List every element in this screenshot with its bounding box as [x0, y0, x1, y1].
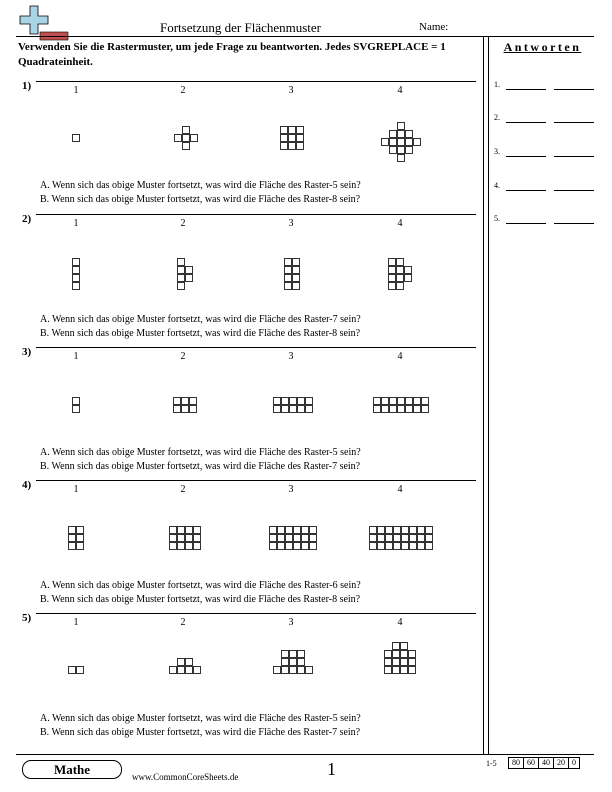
grid-square — [414, 139, 421, 146]
grid-pattern — [68, 526, 84, 550]
grid-square — [393, 643, 400, 650]
grid-square — [406, 131, 413, 138]
grid-square — [401, 643, 408, 650]
question-part-a: A. Wenn sich das obige Muster fortsetzt, was wird die Fläche des Raster-5 sein? — [40, 180, 361, 191]
column-label: 1 — [73, 351, 79, 362]
score-cell: 80 — [512, 758, 520, 767]
grid-square — [186, 527, 193, 534]
grid-square — [370, 527, 377, 534]
grid-square — [183, 143, 190, 150]
grid-square — [302, 527, 309, 534]
grid-square — [191, 135, 198, 142]
column-label: 3 — [288, 484, 294, 495]
answer-blank-b[interactable] — [554, 190, 594, 191]
grid-square — [69, 535, 76, 542]
column-label: 2 — [180, 218, 186, 229]
grid-square — [297, 127, 304, 134]
question-rule — [36, 214, 476, 215]
grid-square — [293, 259, 300, 266]
answer-number: 5. — [494, 214, 500, 223]
column-label: 4 — [397, 484, 403, 495]
column-label: 2 — [180, 351, 186, 362]
grid-square — [393, 659, 400, 666]
grid-square — [394, 527, 401, 534]
grid-square — [293, 283, 300, 290]
grid-square — [389, 267, 396, 274]
answer-blank-a[interactable] — [506, 190, 546, 191]
question-part-a: A. Wenn sich das obige Muster fortsetzt, was wird die Fläche des Raster-7 sein? — [40, 314, 361, 325]
grid-pattern — [381, 122, 421, 162]
grid-square — [294, 535, 301, 542]
grid-square — [178, 535, 185, 542]
grid-square — [306, 667, 313, 674]
grid-square — [397, 275, 404, 282]
grid-square — [378, 543, 385, 550]
grid-square — [178, 667, 185, 674]
column-label: 1 — [73, 617, 79, 628]
column-label: 4 — [397, 85, 403, 96]
grid-square — [194, 543, 201, 550]
grid-square — [378, 535, 385, 542]
grid-square — [385, 659, 392, 666]
grid-square — [183, 135, 190, 142]
grid-square — [393, 651, 400, 658]
grid-square — [286, 543, 293, 550]
grid-square — [194, 527, 201, 534]
grid-square — [186, 267, 193, 274]
grid-pattern — [173, 397, 197, 413]
grid-square — [178, 267, 185, 274]
question-rule — [36, 613, 476, 614]
grid-square — [418, 527, 425, 534]
grid-square — [402, 527, 409, 534]
answer-column-divider — [483, 37, 489, 754]
grid-square — [382, 398, 389, 405]
grid-square — [174, 398, 181, 405]
grid-square — [398, 406, 405, 413]
question-number: 2) — [22, 213, 32, 225]
grid-square — [409, 659, 416, 666]
answer-row-5 — [494, 214, 598, 223]
question-part-b: B. Wenn sich das obige Muster fortsetzt, was wird die Fläche des Raster-7 sein? — [40, 461, 361, 472]
grid-pattern — [72, 134, 80, 142]
answer-row-4 — [494, 181, 598, 190]
grid-square — [406, 139, 413, 146]
grid-square — [186, 275, 193, 282]
grid-square — [170, 535, 177, 542]
grid-square — [390, 406, 397, 413]
grid-square — [285, 267, 292, 274]
grid-square — [274, 667, 281, 674]
grid-square — [73, 398, 80, 405]
grid-square — [186, 535, 193, 542]
grid-pattern — [369, 526, 433, 550]
grid-square — [286, 527, 293, 534]
answer-number: 4. — [494, 181, 500, 190]
answer-number: 1. — [494, 80, 500, 89]
score-cell: 20 — [553, 758, 568, 768]
grid-square — [414, 406, 421, 413]
grid-square — [378, 527, 385, 534]
grid-square — [289, 143, 296, 150]
grid-square — [69, 667, 76, 674]
grid-square — [175, 135, 182, 142]
grid-square — [77, 527, 84, 534]
grid-square — [410, 535, 417, 542]
grid-square — [293, 267, 300, 274]
grid-square — [298, 667, 305, 674]
grid-square — [286, 535, 293, 542]
grid-square — [69, 527, 76, 534]
grid-square — [270, 543, 277, 550]
grid-square — [77, 667, 84, 674]
grid-square — [370, 535, 377, 542]
grid-square — [310, 543, 317, 550]
grid-square — [374, 398, 381, 405]
grid-pattern — [68, 666, 84, 674]
grid-square — [386, 527, 393, 534]
grid-square — [174, 406, 181, 413]
grid-square — [294, 543, 301, 550]
grid-square — [290, 659, 297, 666]
answer-row-3 — [494, 147, 598, 156]
grid-square — [405, 275, 412, 282]
column-label: 2 — [180, 85, 186, 96]
grid-square — [406, 147, 413, 154]
grid-square — [274, 406, 281, 413]
grid-square — [422, 406, 429, 413]
grid-square — [402, 535, 409, 542]
grid-square — [398, 147, 405, 154]
grid-square — [278, 543, 285, 550]
question-number: 1) — [22, 80, 32, 92]
grid-square — [398, 123, 405, 130]
grid-square — [422, 398, 429, 405]
grid-square — [306, 398, 313, 405]
grid-square — [289, 127, 296, 134]
grid-square — [282, 667, 289, 674]
grid-square — [401, 651, 408, 658]
page-title: Fortsetzung der Flächenmuster — [160, 20, 322, 35]
score-cell: 60 — [523, 758, 538, 768]
grid-square — [170, 543, 177, 550]
grid-square — [290, 651, 297, 658]
grid-square — [281, 127, 288, 134]
grid-square — [406, 398, 413, 405]
question-part-a: A. Wenn sich das obige Muster fortsetzt, was wird die Fläche des Raster-5 sein? — [40, 713, 361, 724]
grid-square — [73, 275, 80, 282]
answer-row-2 — [494, 113, 598, 122]
grid-square — [386, 543, 393, 550]
question-part-b: B. Wenn sich das obige Muster fortsetzt, was wird die Fläche des Raster-7 sein? — [40, 727, 361, 738]
grid-square — [178, 259, 185, 266]
grid-pattern — [169, 658, 201, 674]
grid-square — [297, 135, 304, 142]
grid-square — [398, 131, 405, 138]
grid-pattern — [280, 126, 304, 150]
grid-square — [426, 535, 433, 542]
score-cell: 40 — [538, 758, 553, 768]
grid-square — [73, 283, 80, 290]
question-part-b: B. Wenn sich das obige Muster fortsetzt, was wird die Fläche des Raster-8 sein? — [40, 194, 361, 205]
grid-pattern — [72, 258, 80, 290]
grid-square — [289, 135, 296, 142]
question-part-a: A. Wenn sich das obige Muster fortsetzt, was wird die Fläche des Raster-6 sein? — [40, 580, 361, 591]
column-label: 3 — [288, 617, 294, 628]
grid-square — [182, 398, 189, 405]
instructions: Verwenden Sie die Rastermuster, um jede Frage zu beantworten. Jedes SVGREPLACE = 1 Quadrateinheit. — [18, 41, 446, 68]
grid-pattern — [373, 397, 429, 413]
grid-pattern — [388, 258, 412, 290]
grid-square — [393, 667, 400, 674]
question-number: 4) — [22, 479, 32, 491]
grid-square — [397, 259, 404, 266]
grid-square — [77, 535, 84, 542]
grid-square — [401, 667, 408, 674]
grid-square — [426, 527, 433, 534]
grid-pattern — [284, 258, 300, 290]
answer-blank-a[interactable] — [506, 223, 546, 224]
header-divider — [16, 36, 594, 37]
column-label: 4 — [397, 351, 403, 362]
grid-square — [382, 139, 389, 146]
grid-square — [293, 275, 300, 282]
grid-square — [310, 527, 317, 534]
grid-square — [390, 398, 397, 405]
grid-square — [186, 659, 193, 666]
grid-pattern — [273, 397, 313, 413]
question-number: 5) — [22, 612, 32, 624]
grid-square — [178, 283, 185, 290]
grid-square — [194, 535, 201, 542]
grid-square — [182, 406, 189, 413]
grid-square — [402, 543, 409, 550]
grid-square — [282, 659, 289, 666]
grid-square — [290, 406, 297, 413]
column-label: 4 — [397, 218, 403, 229]
column-label: 2 — [180, 484, 186, 495]
grid-square — [394, 535, 401, 542]
grid-square — [294, 527, 301, 534]
column-label: 1 — [73, 484, 79, 495]
grid-pattern — [269, 526, 317, 550]
grid-square — [410, 527, 417, 534]
grid-square — [418, 535, 425, 542]
grid-square — [302, 535, 309, 542]
grid-square — [374, 406, 381, 413]
answer-blank-a[interactable] — [506, 89, 546, 90]
question-part-b: B. Wenn sich das obige Muster fortsetzt, was wird die Fläche des Raster-8 sein? — [40, 328, 361, 339]
grid-square — [270, 535, 277, 542]
grid-square — [178, 659, 185, 666]
subject-badge: Mathe — [22, 760, 122, 779]
answer-blank-a[interactable] — [506, 156, 546, 157]
answer-number: 2. — [494, 113, 500, 122]
grid-square — [410, 543, 417, 550]
grid-square — [310, 535, 317, 542]
grid-square — [73, 259, 80, 266]
grid-square — [178, 543, 185, 550]
grid-square — [282, 406, 289, 413]
grid-pattern — [177, 258, 193, 290]
grid-square — [398, 139, 405, 146]
grid-square — [370, 543, 377, 550]
grid-square — [389, 259, 396, 266]
grid-square — [285, 283, 292, 290]
grid-square — [178, 527, 185, 534]
grid-pattern — [384, 658, 416, 674]
grid-square — [194, 667, 201, 674]
column-label: 3 — [288, 218, 294, 229]
grid-square — [389, 283, 396, 290]
grid-square — [178, 275, 185, 282]
question-part-a: A. Wenn sich das obige Muster fortsetzt, was wird die Fläche des Raster-5 sein? — [40, 447, 361, 458]
grid-square — [306, 406, 313, 413]
grid-square — [281, 143, 288, 150]
grid-square — [170, 667, 177, 674]
grid-square — [401, 659, 408, 666]
question-part-b: B. Wenn sich das obige Muster fortsetzt, was wird die Fläche des Raster-8 sein? — [40, 594, 361, 605]
grid-square — [409, 667, 416, 674]
grid-pattern — [273, 658, 313, 674]
answer-blank-b[interactable] — [554, 156, 594, 157]
grid-square — [406, 406, 413, 413]
grid-pattern — [72, 397, 80, 413]
column-label: 4 — [397, 617, 403, 628]
footer-divider — [16, 754, 594, 755]
column-label: 3 — [288, 85, 294, 96]
grid-square — [274, 398, 281, 405]
answers-title: Antworten — [503, 40, 582, 54]
answer-row-1 — [494, 80, 598, 89]
score-range: 1-5 — [486, 759, 497, 768]
grid-square — [297, 143, 304, 150]
page-number: 1 — [327, 759, 336, 779]
grid-square — [390, 139, 397, 146]
grid-square — [414, 398, 421, 405]
grid-square — [278, 527, 285, 534]
grid-square — [190, 406, 197, 413]
grid-square — [73, 406, 80, 413]
grid-square — [77, 543, 84, 550]
grid-square — [397, 283, 404, 290]
grid-pattern — [174, 126, 198, 150]
grid-square — [290, 667, 297, 674]
grid-square — [69, 543, 76, 550]
grid-square — [390, 147, 397, 154]
grid-square — [386, 535, 393, 542]
grid-square — [186, 543, 193, 550]
grid-square — [73, 267, 80, 274]
column-label: 1 — [73, 85, 79, 96]
answer-blank-b[interactable] — [554, 122, 594, 123]
grid-square — [409, 651, 416, 658]
grid-square — [278, 535, 285, 542]
grid-square — [73, 135, 80, 142]
grid-square — [170, 527, 177, 534]
question-rule — [36, 347, 476, 348]
answer-blank-b[interactable] — [554, 223, 594, 224]
score-table — [508, 757, 580, 769]
column-label: 1 — [73, 218, 79, 229]
answer-blank-b[interactable] — [554, 89, 594, 90]
grid-square — [285, 259, 292, 266]
website-link[interactable]: www.CommonCoreSheets.de — [132, 772, 239, 782]
name-label: Name: — [419, 21, 449, 33]
column-label: 3 — [288, 351, 294, 362]
grid-square — [298, 398, 305, 405]
grid-square — [298, 659, 305, 666]
grid-square — [282, 651, 289, 658]
grid-square — [385, 667, 392, 674]
grid-square — [397, 267, 404, 274]
question-number: 3) — [22, 346, 32, 358]
answer-blank-a[interactable] — [506, 122, 546, 123]
grid-square — [285, 275, 292, 282]
grid-square — [270, 527, 277, 534]
grid-square — [298, 651, 305, 658]
question-rule — [36, 81, 476, 82]
grid-square — [398, 398, 405, 405]
grid-square — [418, 543, 425, 550]
grid-square — [282, 398, 289, 405]
grid-square — [382, 406, 389, 413]
grid-square — [390, 131, 397, 138]
column-label: 2 — [180, 617, 186, 628]
grid-square — [398, 155, 405, 162]
grid-square — [394, 543, 401, 550]
grid-square — [190, 398, 197, 405]
grid-square — [298, 406, 305, 413]
grid-square — [405, 267, 412, 274]
grid-pattern — [169, 526, 201, 550]
grid-square — [186, 667, 193, 674]
score-cell: 0 — [568, 758, 579, 768]
grid-square — [426, 543, 433, 550]
answer-number: 3. — [494, 147, 500, 156]
grid-square — [183, 127, 190, 134]
grid-square — [290, 398, 297, 405]
grid-square — [302, 543, 309, 550]
grid-square — [385, 651, 392, 658]
grid-square — [389, 275, 396, 282]
question-rule — [36, 480, 476, 481]
grid-square — [281, 135, 288, 142]
